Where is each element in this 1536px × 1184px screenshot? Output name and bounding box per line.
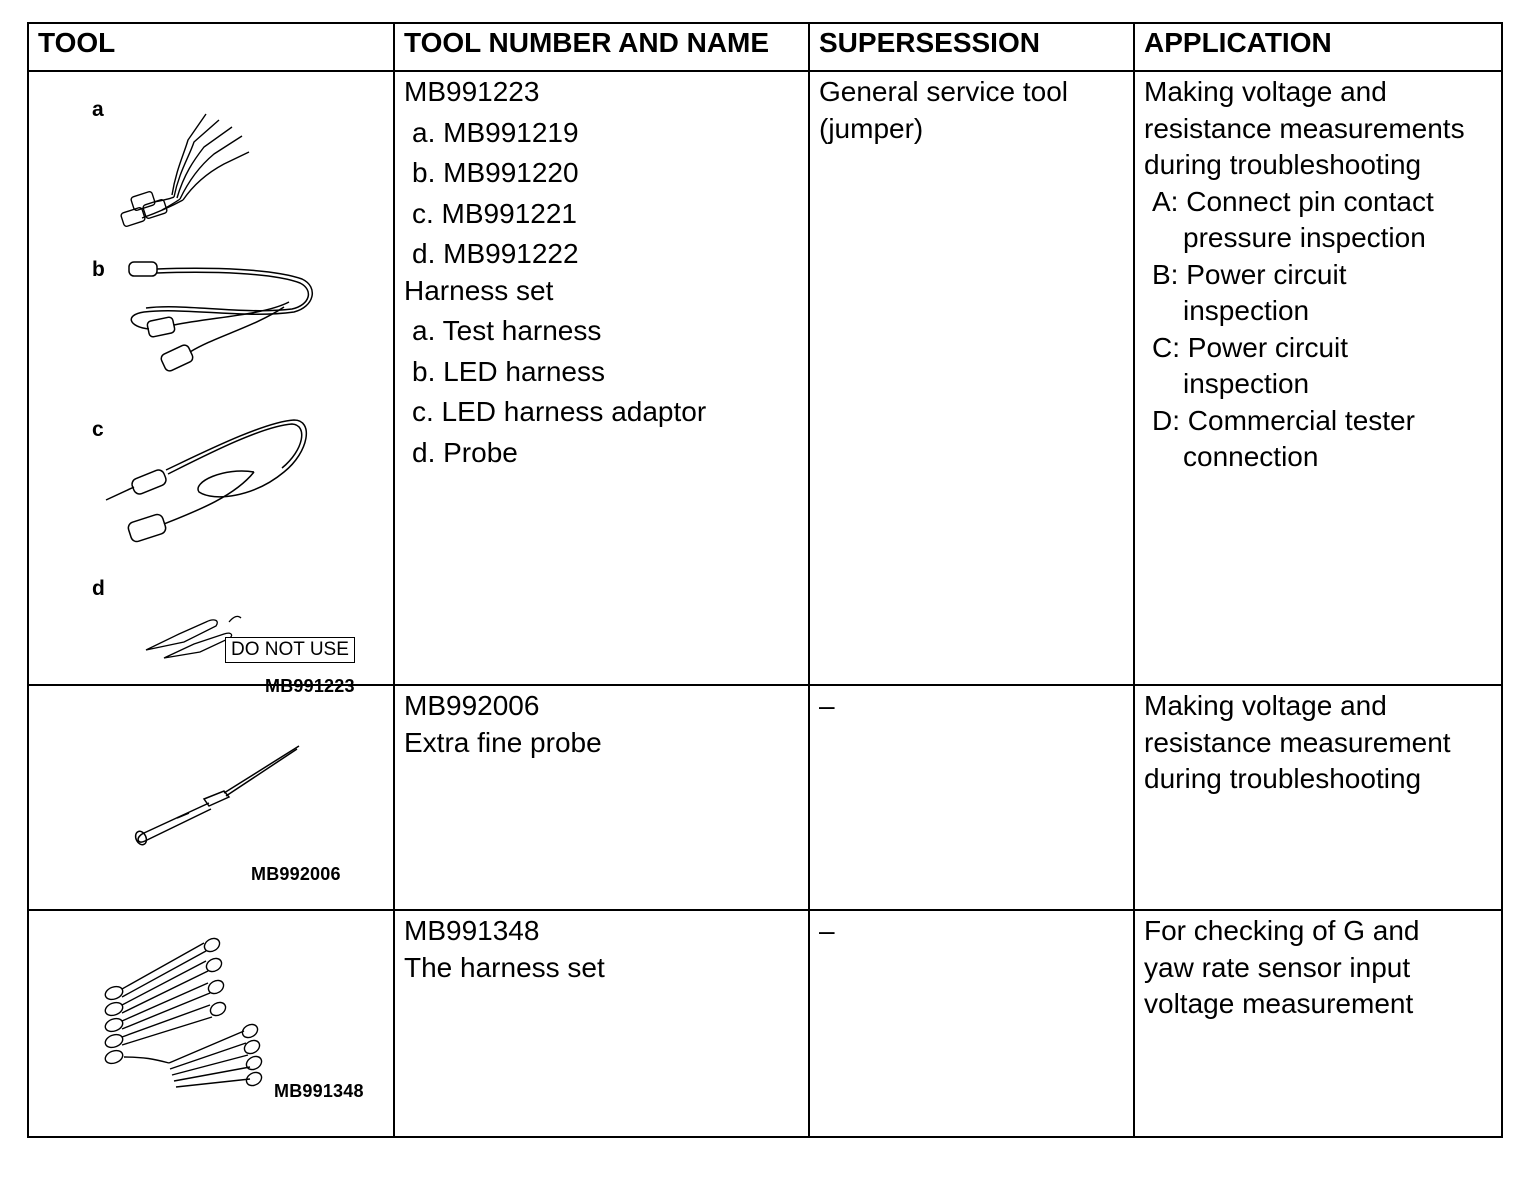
tool-caption: MB992006: [251, 864, 341, 884]
tool-name: The harness set: [404, 951, 605, 983]
table-row: [28, 910, 1502, 1137]
application-text: Making voltage and: [1144, 690, 1387, 721]
application-item: D: Commercial tester: [1152, 404, 1415, 436]
application-text: yaw rate sensor input: [1144, 951, 1411, 983]
application-cell: [1134, 910, 1502, 1137]
application-text: during troubleshooting: [1144, 763, 1422, 794]
tool-number: MB991223: [404, 76, 540, 107]
part-number: a. MB991219: [412, 116, 579, 148]
application-text: Making voltage and: [1144, 76, 1387, 107]
tool-illustration-cell: [28, 71, 394, 696]
part-name: d. Probe: [412, 436, 518, 468]
application-text: voltage measurement: [1144, 988, 1414, 1019]
application-text: For checking of G and: [1144, 915, 1420, 946]
part-name: c. LED harness adaptor: [412, 396, 707, 427]
part-number: d. MB991222: [412, 238, 579, 269]
application-item-cont: pressure inspection: [1183, 222, 1426, 253]
tool-number-name-cell: [394, 910, 809, 1137]
application-cell: [1134, 71, 1502, 685]
header-row: [28, 23, 1502, 71]
special-tools-table: [27, 22, 1503, 1138]
tool-illustration-cell: [28, 910, 394, 1137]
application-item-cont: connection: [1183, 441, 1319, 472]
application-text: during troubleshooting: [1144, 149, 1422, 180]
supersession-text: –: [819, 690, 835, 721]
tool-name: Extra fine probe: [404, 726, 602, 758]
header-tool-number-and-name: TOOL NUMBER AND NAME: [394, 23, 809, 71]
supersession-cell: [809, 685, 1134, 910]
application-text: resistance measurements: [1144, 112, 1465, 144]
application-item-cont: inspection: [1183, 368, 1310, 399]
supersession-cell: [809, 910, 1134, 1137]
tool-letter-a: a: [92, 98, 104, 121]
tool-number-name-cell: [394, 71, 809, 685]
do-not-use-label: DO NOT USE: [225, 637, 355, 663]
tool-number: MB991348: [404, 915, 540, 946]
tool-number-name-cell: [394, 685, 809, 910]
tool-letter-c: c: [92, 418, 104, 441]
header-supersession: SUPERSESSION: [809, 23, 1134, 71]
table-row: [28, 685, 1502, 910]
harness-set-illustration: [94, 931, 264, 1101]
led-harness-illustration: [124, 257, 324, 377]
tool-illustration-cell: [28, 685, 394, 910]
header-tool: TOOL: [28, 23, 394, 71]
supersession-text: (jumper): [819, 112, 924, 144]
led-harness-adaptor-illustration: [104, 412, 314, 547]
tool-name: Harness set: [404, 274, 554, 306]
tool-caption: MB991348: [274, 1081, 364, 1101]
header-application: APPLICATION: [1134, 23, 1502, 71]
part-name: b. LED harness: [412, 355, 605, 387]
application-item-cont: inspection: [1183, 295, 1310, 326]
part-number: b. MB991220: [412, 157, 579, 188]
table-row: [28, 71, 1502, 685]
tool-number: MB992006: [404, 690, 540, 721]
supersession-text: –: [819, 915, 835, 946]
application-text: resistance measurement: [1144, 726, 1451, 758]
supersession-text: General service tool: [819, 76, 1069, 107]
extra-fine-probe-illustration: [129, 741, 309, 851]
tool-letter-b: b: [92, 258, 105, 281]
part-name: a. Test harness: [412, 315, 602, 346]
part-number: c. MB991221: [412, 197, 577, 229]
supersession-cell: [809, 71, 1134, 685]
application-item: B: Power circuit: [1152, 258, 1347, 290]
test-harness-illustration: [114, 102, 264, 227]
application-item: C: Power circuit: [1152, 331, 1349, 363]
tool-letter-d: d: [92, 577, 105, 600]
application-cell: [1134, 685, 1502, 910]
application-item: A: Connect pin contact: [1152, 185, 1434, 217]
tool-caption: MB991223: [265, 676, 355, 696]
